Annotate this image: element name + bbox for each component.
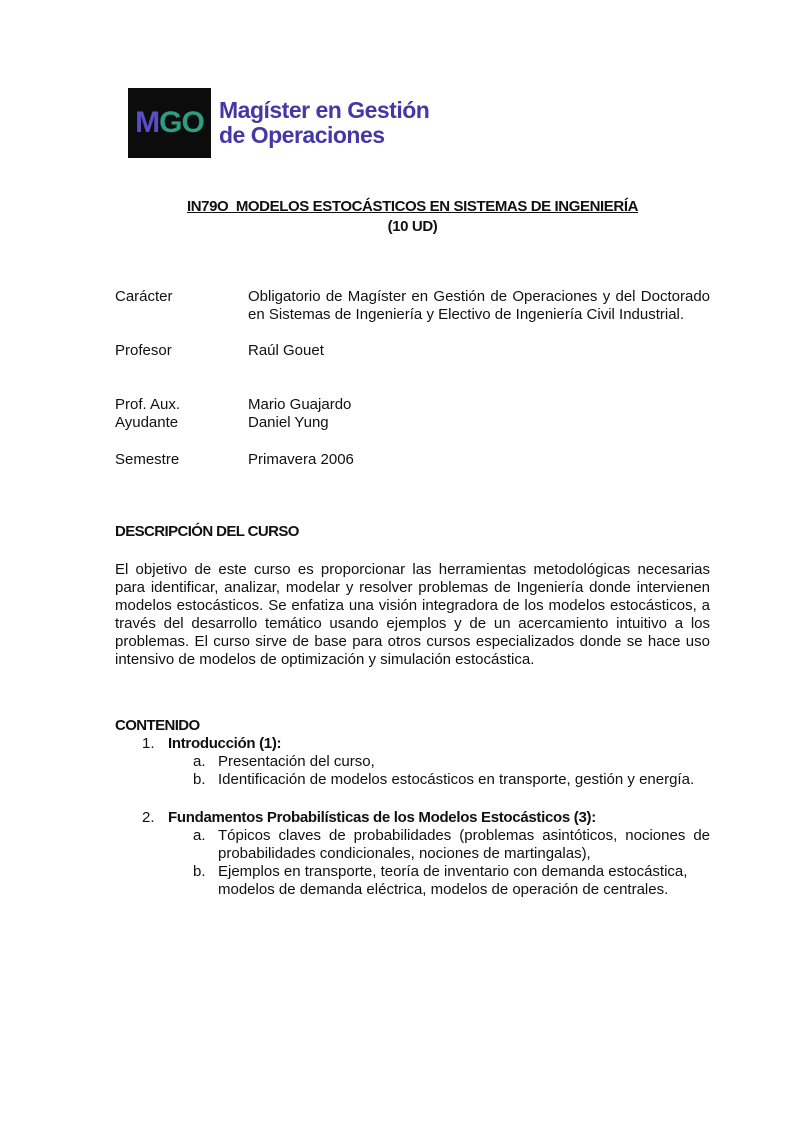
- subitem-2b: [193, 863, 710, 899]
- info-value: Raúl Gouet: [248, 342, 324, 359]
- topic-1: [142, 735, 710, 789]
- topic-number: 1.: [142, 735, 155, 752]
- mgo-logo-icon: [128, 88, 211, 158]
- logo-letters-go: GO: [159, 106, 204, 139]
- contents-section: [115, 717, 710, 899]
- info-row-caracter: [115, 288, 710, 324]
- subitem-text: Tópicos claves de probabilidades (problemas asintóticos, nociones de probabilidades condicionales, nociones de martingalas),: [218, 827, 710, 862]
- info-label: Profesor: [115, 342, 172, 359]
- logo-title: [219, 98, 429, 148]
- info-row-semestre: [115, 451, 710, 469]
- subitem-text: Ejemplos en transporte, teoría de inventario con demanda estocástica, modelos de demanda eléctrica, modelos de operación de centrales.: [218, 863, 688, 898]
- info-row-ayudante: [115, 414, 710, 432]
- info-value: Primavera 2006: [248, 451, 354, 468]
- info-row-prof-aux: [115, 396, 710, 414]
- topic-subitems: [193, 753, 710, 789]
- subitem-letter: b.: [193, 771, 206, 788]
- subitem-letter: a.: [193, 753, 206, 770]
- subitem-letter: a.: [193, 827, 206, 844]
- topic-number: 2.: [142, 809, 155, 826]
- subitem-1a: [193, 753, 710, 771]
- info-label: Carácter: [115, 288, 173, 305]
- info-value: Obligatorio de Magíster en Gestión de Operaciones y del Doctorado en Sistemas de Ingeniería y Electivo de Ingeniería Civil Industrial.: [248, 288, 710, 323]
- logo-title-line2: de Operaciones: [219, 122, 385, 148]
- subitem-text: Presentación del curso,: [218, 753, 375, 770]
- logo-title-line1: Magíster en Gestión: [219, 97, 430, 123]
- topic-head: [142, 809, 710, 827]
- description-section: [115, 523, 710, 669]
- info-value: Daniel Yung: [248, 414, 329, 431]
- info-label: Prof. Aux.: [115, 396, 181, 413]
- course-code-and-name: IN79O MODELOS ESTOCÁSTICOS EN SISTEMAS DE INGENIERÍA: [186, 198, 639, 215]
- topic-subitems: [193, 827, 710, 899]
- course-credits: (10 UD): [387, 218, 438, 235]
- course-info: [115, 288, 710, 469]
- topic-title: Introducción (1):: [168, 735, 282, 752]
- logo-header: [128, 88, 800, 158]
- info-label: Ayudante: [115, 414, 179, 431]
- logo-letter-m: M: [135, 106, 160, 139]
- topic-head: [142, 735, 710, 753]
- info-value: Mario Guajardo: [248, 396, 352, 413]
- description-heading: DESCRIPCIÓN DEL CURSO: [115, 523, 299, 540]
- contents-heading: CONTENIDO: [115, 717, 200, 734]
- subitem-1b: [193, 771, 710, 789]
- info-label: Semestre: [115, 451, 180, 468]
- subitem-text: Identificación de modelos estocásticos en transporte, gestión y energía.: [218, 771, 695, 788]
- course-title: [115, 198, 710, 236]
- topic-2: [142, 809, 710, 899]
- info-row-profesor: [115, 342, 710, 360]
- topic-title: Fundamentos Probabilísticas de los Modelos Estocásticos (3):: [168, 809, 596, 826]
- course-title-main: [115, 198, 710, 216]
- description-paragraph: El objetivo de este curso es proporcionar las herramientas metodológicas necesarias para identificar, analizar, modelar y resolver problemas de Ingeniería donde intervienen modelos estocásticos. Se enfatiza una visión integradora de los modelos estocásticos, a través del desarrollo temático usando ejemplos y de un acercamiento intuitivo a los problemas. El curso sirve de base para otros cursos especializados donde se hace uso intensivo de modelos de optimización y simulación estocástica.: [115, 561, 710, 668]
- subitem-2a: [193, 827, 710, 863]
- subitem-letter: b.: [193, 863, 206, 880]
